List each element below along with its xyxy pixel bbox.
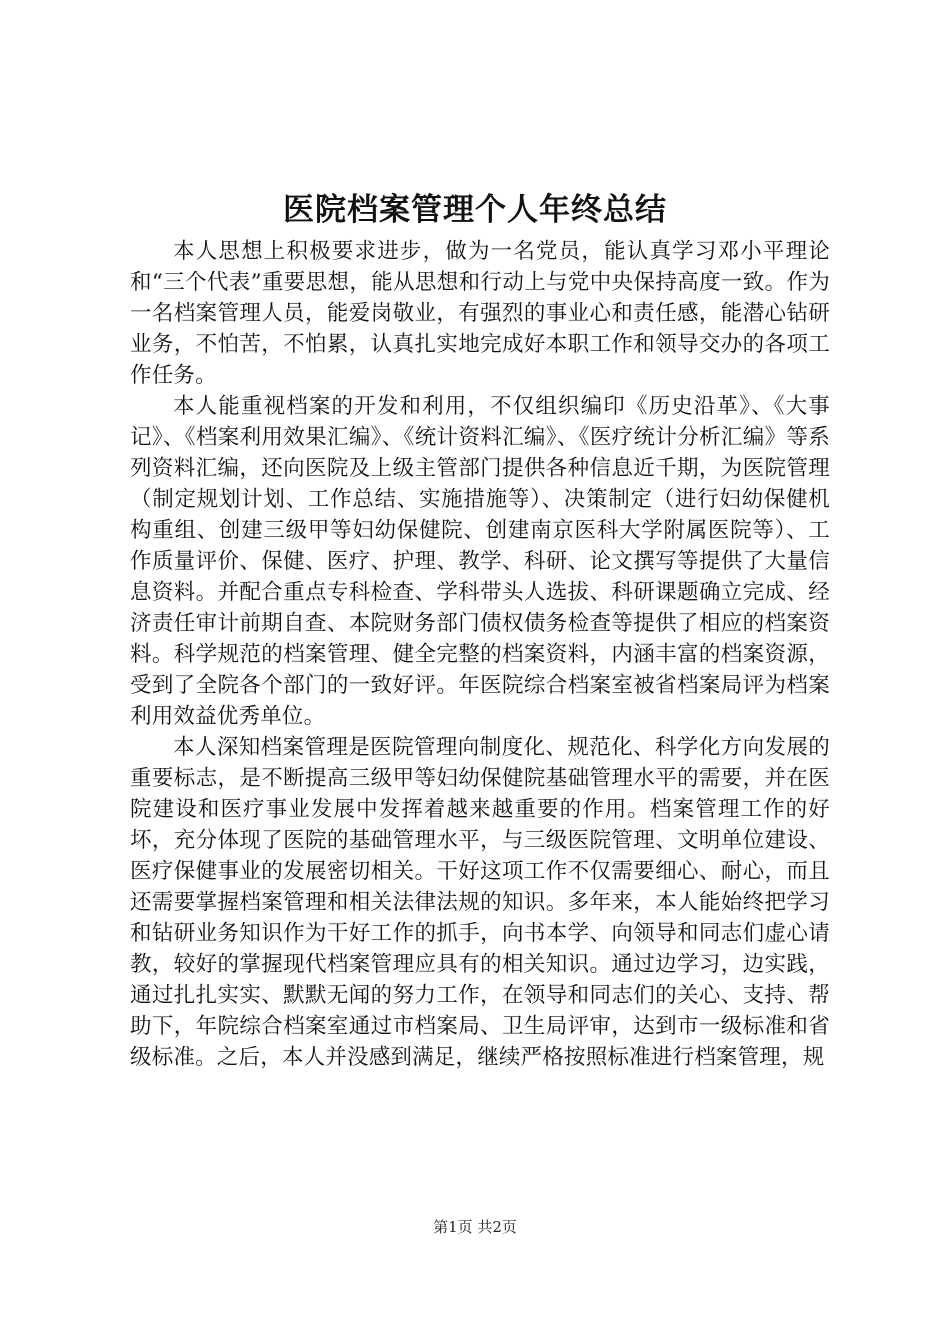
paragraph-2: 本人能重视档案的开发和利用，不仅组织编印《历史沿革》、《大事记》、《档案利用效果汇编》、《统计资料汇编》、《医疗统计分析汇编》等系列资料汇编，还向医院及上级主管部门提供各种信息近千期，为医院管理（制定规划计划、工作总结、实施措施等）、决策制定（进行妇幼保健机构重组、创建三级甲等妇幼保健院、创建南京医科大学附属医院等）、工作质量评价、保健、医疗、护理、教学、科研、论文撰写等提供了大量信息资料。并配合重点专科检查、学科带头人选拔、科研课题确立完成、经济责任审计前期自查、本院财务部门债权债务检查等提供了相应的档案资料。科学规范的档案管理、健全完整的档案资料，内涵丰富的档案资源，受到了全院各个部门的一致好评。年医院综合档案室被省档案局评为档案利用效益优秀单位。 [130,394,830,729]
page-footer: 第1页 共2页 [433,1218,517,1236]
document-title: 医院档案管理个人年终总结 [283,192,667,228]
document-body [130,236,830,1073]
paragraph-1: 本人思想上积极要求进步，做为一名党员，能认真学习邓小平理论和“三个代表”重要思想，能从思想和行动上与党中央保持高度一致。作为一名档案管理人员，能爱岗敬业，有强烈的事业心和责任感，能潜心钻研业务，不怕苦，不怕累，认真扎实地完成好本职工作和领导交办的各项工作任务。 [130,239,830,388]
paragraph-3: 本人深知档案管理是医院管理向制度化、规范化、科学化方向发展的重要标志，是不断提高三级甲等妇幼保健院基础管理水平的需要，并在医院建设和医疗事业发展中发挥着越来越重要的作用。档案管理工作的好坏，充分体现了医院的基础管理水平，与三级医院管理、文明单位建设、医疗保健事业的发展密切相关。干好这项工作不仅需要细心、耐心，而且还需要掌握档案管理和相关法律法规的知识。多年来，本人能始终把学习和钻研业务知识作为干好工作的抓手，向书本学、向领导和同志们虚心请教，较好的掌握现代档案管理应具有的相关知识。通过边学习，边实践，通过扎扎实实、默默无闻的努力工作，在领导和同志们的关心、支持、帮助下，年院综合档案室通过市档案局、卫生局评审，达到市一级标准和省级标准。之后，本人并没感到满足，继续严格按照标准进行档案管理，规 [130,735,830,1070]
